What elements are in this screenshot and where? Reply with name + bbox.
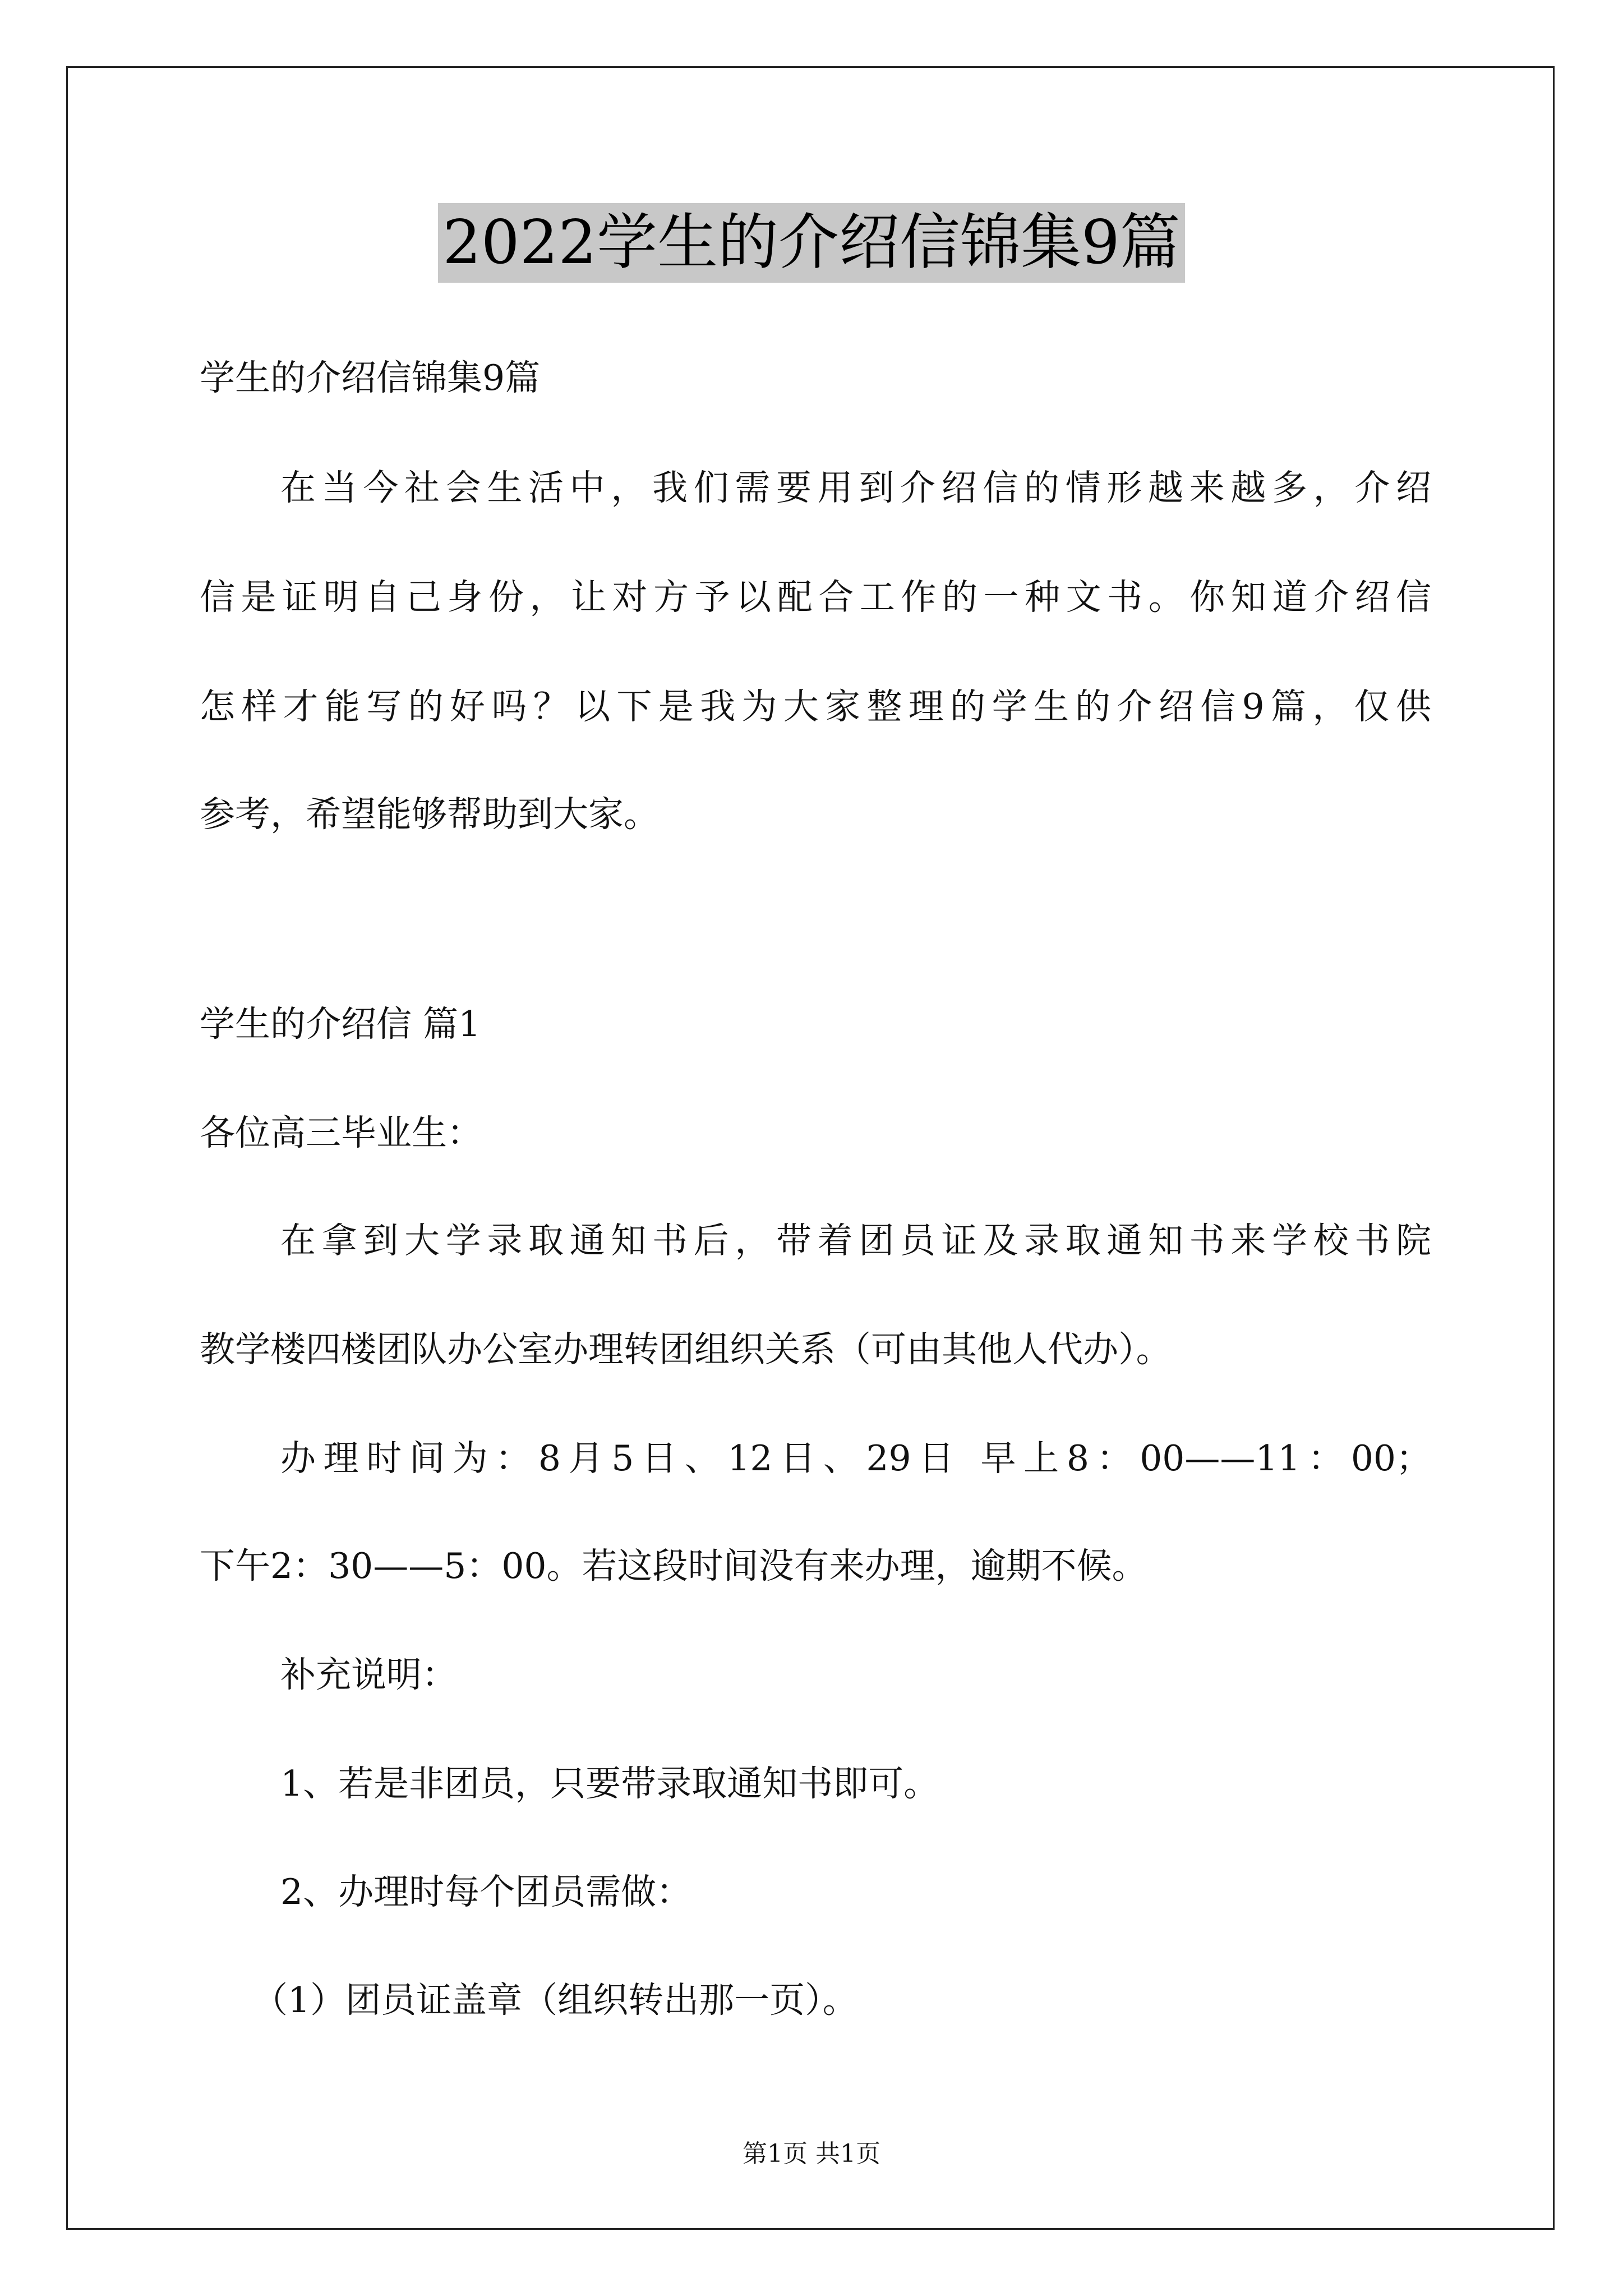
list-item-1: 1、若是非团员，只要带录取通知书即可。 bbox=[280, 1763, 939, 1804]
section-heading: 学生的介绍信 篇1 bbox=[200, 1004, 481, 1045]
document-title: 2022学生的介绍信锦集9篇 bbox=[438, 203, 1185, 283]
salutation: 各位高三毕业生： bbox=[200, 1112, 482, 1153]
para1-line-2: 教学楼四楼团队办公室办理转团组织关系（可由其他人代办）。 bbox=[200, 1329, 1172, 1370]
para2-line-1: 办理时间为：8月5日、12日、29日 早上8：00——11：00； bbox=[280, 1438, 1431, 1479]
sub-list-item-1: （1）团员证盖章（组织转出那一页）。 bbox=[252, 1980, 858, 2021]
list-item-2: 2、办理时每个团员需做： bbox=[280, 1871, 692, 1912]
supplement-label: 补充说明： bbox=[280, 1654, 457, 1695]
document-subtitle: 学生的介绍信锦集9篇 bbox=[200, 357, 541, 398]
page-footer: 第1页 共1页 bbox=[743, 2139, 880, 2168]
intro-line-3: 怎样才能写的好吗？以下是我为大家整理的学生的介绍信9篇，仅供 bbox=[200, 686, 1431, 727]
intro-line-1: 在当今社会生活中，我们需要用到介绍信的情形越来越多，介绍 bbox=[280, 467, 1431, 508]
intro-line-4: 参考，希望能够帮助到大家。 bbox=[200, 794, 659, 835]
para1-line-1: 在拿到大学录取通知书后，带着团员证及录取通知书来学校书院 bbox=[280, 1220, 1431, 1261]
intro-line-2: 信是证明自己身份，让对方予以配合工作的一种文书。你知道介绍信 bbox=[200, 577, 1431, 618]
title-container bbox=[0, 203, 1623, 283]
para2-line-2: 下午2：30——5：00。若这段时间没有来办理，逾期不候。 bbox=[200, 1545, 1147, 1586]
